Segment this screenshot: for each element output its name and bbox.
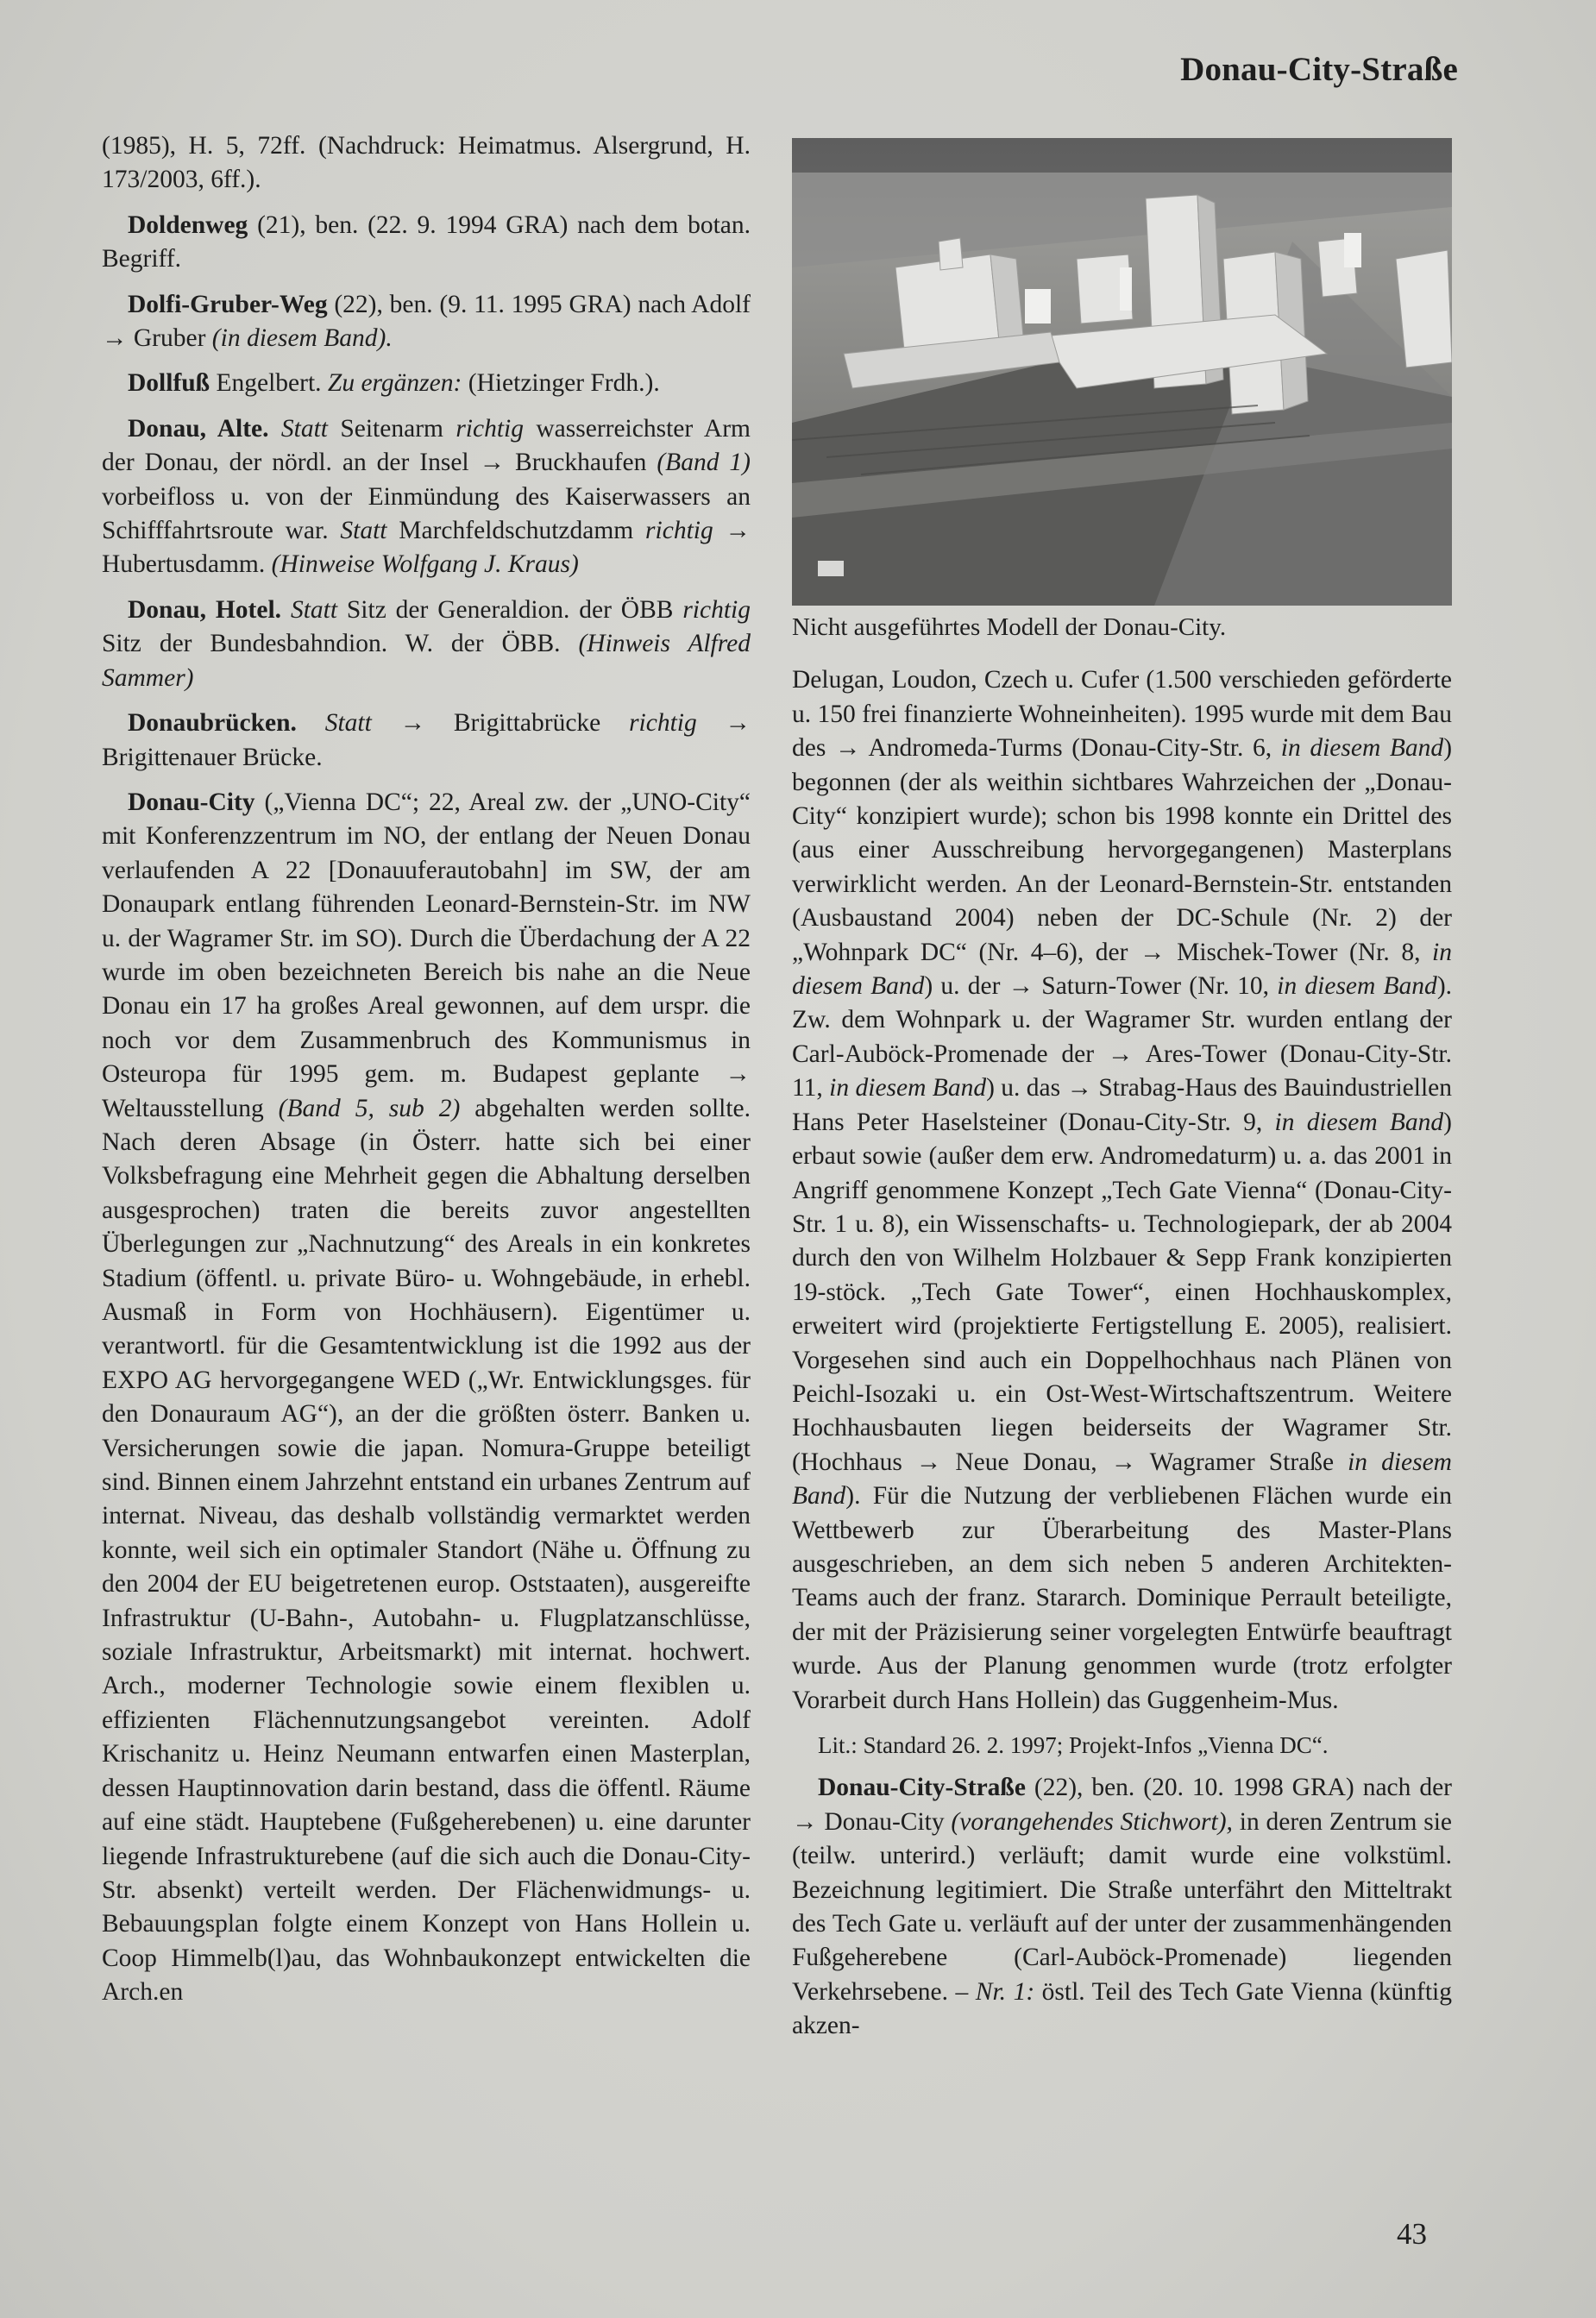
italic-text: in diesem Band (792, 1448, 1452, 1511)
right-column-text (792, 663, 1452, 2043)
entry-text: (Hietzinger Frdh.). (462, 369, 660, 398)
entry-headword: Donau-City (128, 788, 255, 816)
lexicon-entry (792, 663, 1452, 1718)
entry-headword: Dollfuß (128, 369, 210, 398)
entry-headword: Dolfi-Gruber-Weg (128, 290, 328, 318)
right-column (792, 138, 1452, 2055)
italic-text: richtig (682, 595, 751, 624)
italic-text: in diesem Band (792, 938, 1452, 1001)
entry-text: ) begonnen (der als weithin sichtbares Wahrzeichen der „Donau-City“ konzipiert wurde); schon bis 1998 konnte ein Drittel des (aus einer Ausschreibung hervorgegangenen) Masterplans verwirklicht werden. An der Leonard-Bernstein-Str. entstanden (Ausbaustand 2004) neben der DC-Schule (Nr. 2) der „Wohnpark DC“ (Nr. 4–6), der → Mischek-Tower (Nr. 8, (792, 734, 1453, 966)
entry-text: (22), ben. (9. 11. 1995 GRA) nach Adolf → Gruber (102, 290, 751, 353)
italic-text: (Hinweise Wolfgang J. Kraus) (271, 550, 579, 579)
italic-text: Nr. 1: (975, 1977, 1035, 2006)
page-number: 43 (1397, 2217, 1427, 2251)
entry-text: Sitz der Bundesbahndion. W. der ÖBB. (102, 630, 579, 658)
italic-text: Statt (324, 709, 372, 738)
entry-text: (21), ben. (22. 9. 1994 GRA) nach dem botan. Begriff. (102, 210, 751, 273)
entry-headword: Donaubrücken. (128, 709, 297, 738)
lexicon-entry (102, 412, 751, 582)
left-column (102, 129, 751, 2021)
italic-text: in diesem Band (829, 1074, 987, 1102)
lexicon-entry (102, 129, 751, 198)
lexicon-entry (102, 209, 751, 277)
italic-text: Statt (280, 414, 328, 443)
entry-text: Sitz der Generaldion. der ÖBB (337, 595, 683, 624)
model-photo (792, 138, 1452, 606)
italic-text: Statt (340, 517, 387, 545)
entry-text: Marchfeldschutzdamm (386, 517, 646, 545)
entry-text: ) u. das → Strabag-Haus des Bauindustriellen Hans Peter Haselsteiner (Donau-City-Str. 9, (792, 1074, 1453, 1136)
entry-text: („Vienna DC“; 22, Areal zw. der „UNO-City“ mit Konferenzzentrum im NO, der entlang der Neuen Donau verlaufenden A 22 [Donauuferautobahn] im SW, der am Donaupark entlang führenden Leonard-Bernstein-Str. im NW u. der Wagramer Str. im SO). Durch die Überdachung der A 22 wurde im oben bezeichneten Bereich bis nahe an die Neue Donau ein 17 ha großes Areal gewonnen, auf dem urspr. die noch vor dem Zusammenbruch des Kommunismus in Osteuropa für 1995 gem. m. Budapest geplante → Weltausstellung (102, 788, 751, 1122)
entry-text: in deren Zentrum sie (teilw. unterird.) verläuft; damit wurde eine volkstüml. Bezeichnung legitimiert. Die Straße unterfährt den Mitteltrakt des Tech Gate u. verläuft auf der unter der zusammenhängenden Fußgeherebene (Carl-Auböck-Promenade) liegenden Verkehrsebene. – (792, 1807, 1452, 2006)
entry-text: östl. Teil des Tech Gate Vienna (künftig akzen- (792, 1977, 1452, 2040)
entry-text: Seitenarm (328, 414, 456, 443)
lexicon-entry (102, 288, 751, 356)
italic-text: in diesem Band (1274, 1108, 1444, 1136)
city-model-image (792, 138, 1452, 606)
lexicon-entry (102, 367, 751, 400)
italic-text: richtig (645, 517, 713, 545)
entry-text: (22), ben. (20. 10. 1998 GRA) nach der → Donau-City (792, 1774, 1452, 1836)
entry-text: ). Zw. dem Wohnpark u. der Wagramer Str. wurden entlang der Carl-Auböck-Promenade der → Ares-Tower (Donau-City-Str. 11, (792, 972, 1453, 1102)
entry-text: vorbeifloss u. von der Einmündung des Kaiserwassers an Schifffahrtsroute war. (102, 482, 751, 545)
italic-text: Zu ergänzen: (327, 369, 462, 398)
entry-text (269, 415, 281, 443)
entry-text: wasserreichster Arm der Donau, der nördl. an der Insel → Bruckhaufen (102, 414, 751, 477)
entry-text (297, 709, 325, 737)
italic-text: richtig (456, 414, 524, 443)
italic-text: Statt (290, 595, 338, 624)
running-head: Donau-City-Straße (1180, 51, 1458, 88)
italic-text: in diesem Band (1280, 734, 1444, 763)
literature-reference (792, 1729, 1452, 1762)
entry-headword: Donau, Alte. (128, 414, 269, 443)
lexicon-entry (102, 594, 751, 695)
entry-text: ) erbaut sowie (außer dem erw. Andromedaturm) u. a. das 2001 in Angriff genommene Konzept „Tech Gate Vienna“ (Donau-City-Str. 1 u. 8), ein Wissenschafts- u. Technologiepark, der ab 2004 durch den von Wilhelm Holzbauer & Sepp Frank konzipierten 19-stöck. „Tech Gate Tower“, einen Hochhauskomplex, erweitert wird (projektierte Fertigstellung E. 2005), realisiert. Vorgesehen sind auch ein Doppelhochhaus nach Plänen von Peichl-Isozaki u. ein Ost-West-Wirtschaftszentrum. Weitere Hochhausbauten liegen beiderseits der Wagramer Str. (Hochhaus → Neue Donau, → Wagramer Straße (792, 1108, 1452, 1476)
figure-caption: Nicht ausgeführtes Modell der Donau-City. (792, 613, 1227, 641)
entry-text (281, 596, 291, 624)
lexicon-entry (102, 707, 751, 775)
italic-text: (Band 1) (657, 449, 751, 477)
entry-headword: Donau-City-Straße (818, 1774, 1026, 1802)
entry-headword: Donau, Hotel. (128, 595, 282, 624)
entry-text: ). Für die Nutzung der verbliebenen Flächen wurde ein Wettbewerb zur Überarbeitung des Master-Plans ausgeschrieben, an dem sich neben 5 anderen Architekten-Teams auch der franz. Stararch. Dominique Perrault beteiligte, der mit der Präzisierung seiner vorgelegten Entwürfe beauftragt wurde. Aus der Planung genommen wurde (trotz erfolgter Vorarbeit durch Hans Hollein) das Guggenheim-Mus. (792, 1482, 1452, 1714)
italic-text: (Band 5, sub 2) (278, 1094, 461, 1122)
entry-headword: Doldenweg (128, 210, 248, 239)
lexicon-entry (102, 786, 751, 2010)
entry-text: Lit.: Standard 26. 2. 1997; Projekt-Infos „Vienna DC“. (818, 1732, 1329, 1758)
italic-text: in diesem Band (1277, 972, 1437, 1001)
italic-text: (Hinweis Alfred Sammer) (102, 630, 751, 692)
entry-text: Delugan, Loudon, Czech u. Cufer (1.500 verschieden geförderte u. 150 frei finanzierte Wohneinheiten). 1995 wurde mit dem Bau des → Andromeda-Turms (Donau-City-Str. 6, (792, 666, 1452, 763)
entry-text: Engelbert. (210, 369, 328, 398)
italic-text: richtig (629, 709, 697, 738)
entry-text: ) u. der → Saturn-Tower (Nr. 10, (924, 972, 1278, 1001)
entry-text: abgehalten werden sollte. Nach deren Absage (in Österr. hatte sich bei einer Volksbefragung eine Mehrheit gegen die Abhaltung derselben ausgesprochen) traten die bereits zuvor angestellten Überlegungen zur „Nachnutzung“ des Areals in ein konkretes Stadium (öffentl. u. private Büro- u. Wohngebäude, in erhebl. Ausmaß in Form von Hochhäusern). Eigentümer u. verantwortl. für die Gesamtentwicklung ist die 1992 aus der EXPO AG hervorgegangene WED („Wr. Entwicklungsges. für den Donauraum AG“), an der die größten österr. Banken u. Versicherungen sowie die japan. Nomura-Gruppe beteiligt sind. Binnen einem Jahrzehnt entstand ein urbanes Zentrum auf internat. Niveau, das deshalb vollständig vermarktet werden konnte, weil sich ein optimaler Standort (Nähe u. Öffnung zu den 2004 der EU beigetretenen europ. Oststaaten), ausgereifte Infrastruktur (U-Bahn-, Autobahn- u. Flugplatzanschlüsse, soziale Infrastruktur, Arbeitsmarkt) mit internat. hochwert. Arch., moderner Technologie sowie einem flexiblen u. effizienten Flächennutzungsangebot vereinten. Adolf Krischanitz u. Heinz Neumann entwarfen einen Masterplan, dessen Hauptinnovation darin bestand, dass die öffentl. Räume auf eine städt. Hauptebene (Fußgeherebenen) u. eine darunter liegende Infrastrukturebene (auf die sich auch die Donau-City-Str. absenkt) verteilt werden. Der Flächenwidmungs- u. Bebauungsplan folgte einem Konzept von Hans Hollein u. Coop Himmelb(l)au, das Wohnbaukonzept entwickelten die Arch.en (102, 1094, 751, 2007)
entry-text: → Brigittabrücke (371, 709, 630, 738)
entry-text: (1985), H. 5, 72ff. (Nachdruck: Heimatmus. Alsergrund, H. 173/2003, 6ff.). (102, 132, 751, 194)
italic-text: (in diesem Band). (211, 324, 393, 353)
lexicon-entry (792, 1771, 1452, 2043)
entry-text: → Brigittenauer Brücke. (102, 709, 751, 771)
entry-text: → Hubertusdamm. (102, 517, 751, 579)
italic-text: (vorangehendes Stichwort), (951, 1807, 1233, 1836)
